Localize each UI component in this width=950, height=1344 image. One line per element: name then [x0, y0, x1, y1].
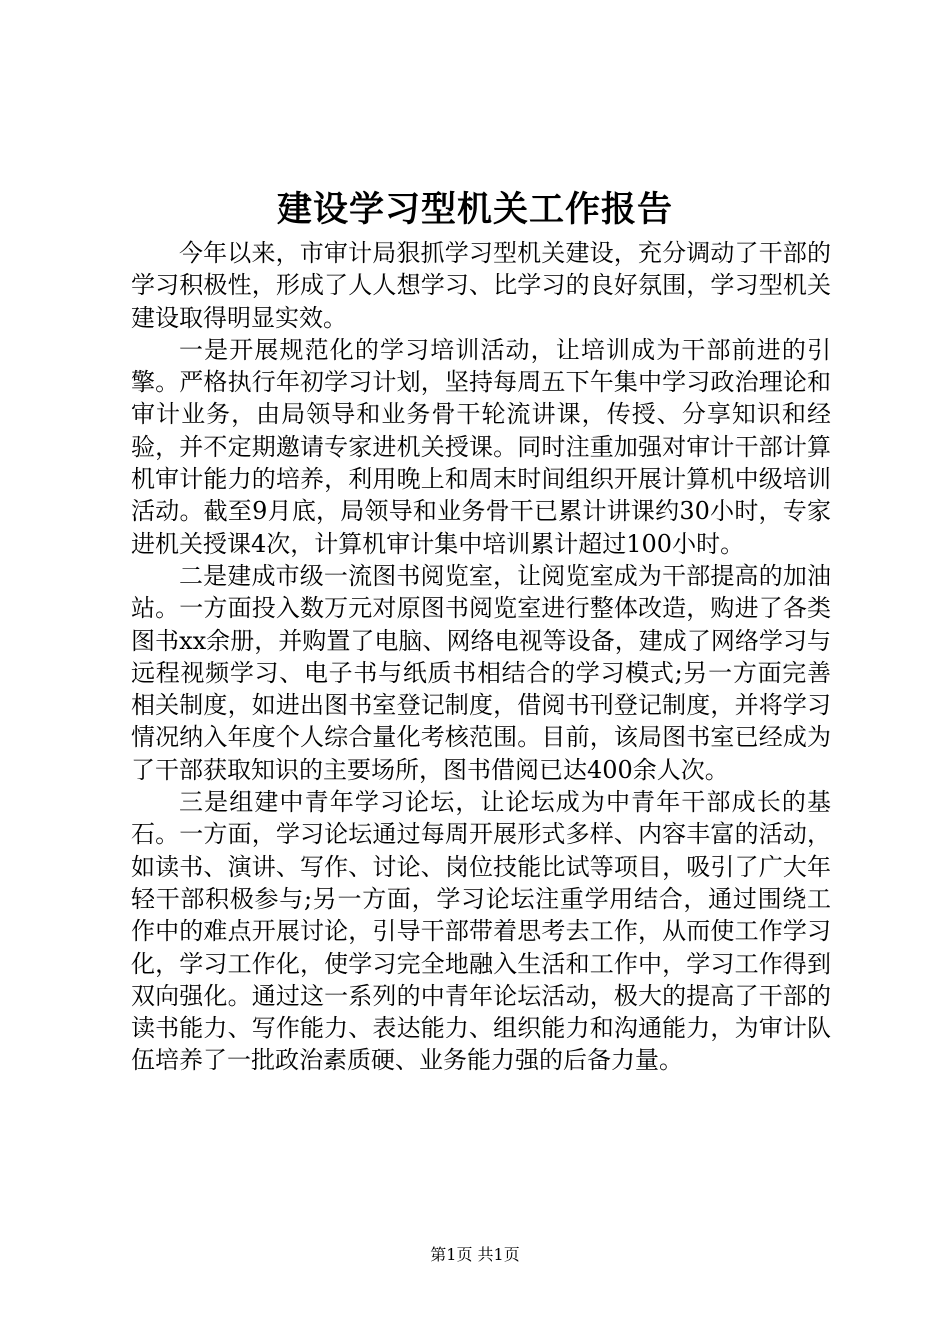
- paragraph-library: 二是建成市级一流图书阅览室，让阅览室成为干部提高的加油站。一方面投入数万元对原图书阅览室进行整体改造，购进了各类图书xx余册，并购置了电脑、网络电视等设备，建成了网络学习与远程视频学习、电子书与纸质书相结合的学习模式;另一方面完善相关制度，如进出图书室登记制度，借阅书刊登记制度，并将学习情况纳入年度个人综合量化考核范围。目前，该局图书室已经成为了干部获取知识的主要场所，图书借阅已达400余人次。: [131, 561, 831, 784]
- paragraph-training: 一是开展规范化的学习培训活动，让培训成为干部前进的引擎。严格执行年初学习计划，坚持每周五下午集中学习政治理论和审计业务，由局领导和业务骨干轮流讲课，传授、分享知识和经验，并不定期邀请专家进机关授课。同时注重加强对审计干部计算机审计能力的培养，利用晚上和周末时间组织开展计算机中级培训活动。截至9月底，局领导和业务骨干已累计讲课约30小时，专家进机关授课4次，计算机审计集中培训累计超过100小时。: [131, 335, 831, 558]
- page-number-footer: 第1页 共1页: [430, 1245, 520, 1264]
- document-body: [131, 237, 831, 1077]
- document-title: 建设学习型机关工作报告: [276, 189, 673, 230]
- paragraph-intro: 今年以来，市审计局狠抓学习型机关建设，充分调动了干部的学习积极性，形成了人人想学习、比学习的良好氛围，学习型机关建设取得明显实效。: [131, 239, 831, 332]
- paragraph-forum: 三是组建中青年学习论坛，让论坛成为中青年干部成长的基石。一方面，学习论坛通过每周开展形式多样、内容丰富的活动，如读书、演讲、写作、讨论、岗位技能比试等项目，吸引了广大年轻干部积极参与;另一方面，学习论坛注重学用结合，通过围绕工作中的难点开展讨论，引导干部带着思考去工作，从而使工作学习化，学习工作化，使学习完全地融入生活和工作中，学习工作得到双向强化。通过这一系列的中青年论坛活动，极大的提高了干部的读书能力、写作能力、表达能力、组织能力和沟通能力，为审计队伍培养了一批政治素质硬、业务能力强的后备力量。: [131, 788, 831, 1075]
